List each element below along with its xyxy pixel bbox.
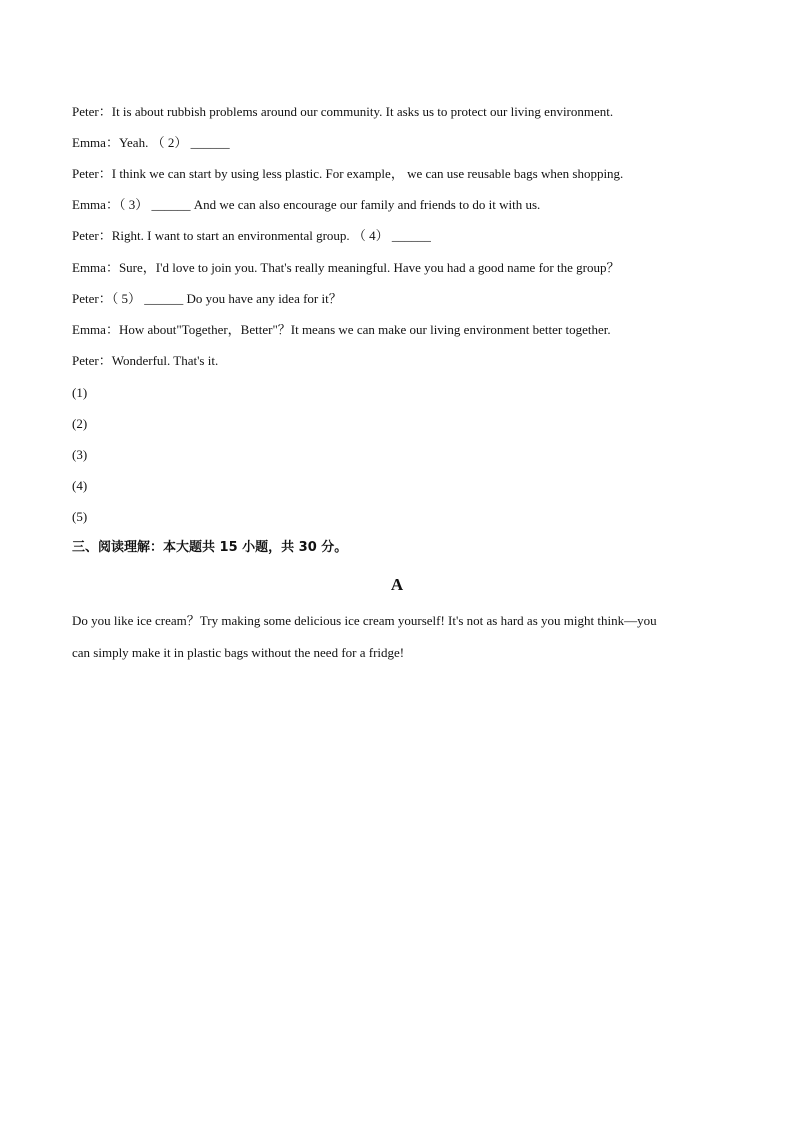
dialogue-line xyxy=(72,166,623,182)
speaker-separator: ： xyxy=(98,353,112,368)
dialogue-text: I think we can start by using less plastic. For example， we can use reusable bags when shopping. xyxy=(111,166,624,181)
dialogue-text-after: Do you have any idea for it？ xyxy=(183,291,342,306)
dialogue-line xyxy=(72,353,218,369)
speaker-separator: ： xyxy=(98,166,112,181)
speaker-separator: ： xyxy=(105,135,119,150)
speaker-name: Emma xyxy=(72,260,106,275)
passage-title: A xyxy=(390,575,404,594)
passage-line: can simply make it in plastic bags without the need for a fridge! xyxy=(72,645,405,660)
answer-number: (4) xyxy=(72,478,88,493)
dialogue-text: It is about rubbish problems around our community. It asks us to protect our living environment. xyxy=(111,104,614,119)
dialogue-text: Yeah. （ 2） xyxy=(118,135,191,150)
dialogue-text-after: And we can also encourage our family and friends to do it with us. xyxy=(190,197,541,212)
section-heading: 三、阅读理解：本大题共 15 小题，共 30 分。 xyxy=(72,540,348,555)
speaker-name: Peter xyxy=(72,353,99,368)
dialogue-text: （ 3） xyxy=(118,197,152,212)
dialogue-text: Right. I want to start an environmental group. （ 4） xyxy=(111,228,392,243)
dialogue-text: How about"Together，Better"？It means we can make our living environment better together. xyxy=(118,322,611,337)
dialogue-line xyxy=(72,104,613,120)
speaker-name: Emma xyxy=(72,135,106,150)
dialogue-line xyxy=(72,135,230,151)
answer-blank: ______ xyxy=(391,228,431,243)
speaker-separator: ： xyxy=(98,291,112,306)
answer-blank: ______ xyxy=(151,197,191,212)
dialogue-text: （ 5） xyxy=(111,291,145,306)
speaker-name: Emma xyxy=(72,322,106,337)
speaker-name: Peter xyxy=(72,166,99,181)
speaker-separator: ： xyxy=(98,104,112,119)
speaker-name: Emma xyxy=(72,197,106,212)
speaker-name: Peter xyxy=(72,291,99,306)
speaker-name: Peter xyxy=(72,228,99,243)
speaker-name: Peter xyxy=(72,104,99,119)
answer-number: (1) xyxy=(72,385,88,400)
answer-number: (3) xyxy=(72,447,88,462)
dialogue-text: Sure，I'd love to join you. That's really meaningful. Have you had a good name for the group？ xyxy=(118,260,620,275)
dialogue-line xyxy=(72,228,431,244)
dialogue-line xyxy=(72,322,611,338)
answer-blank: ______ xyxy=(190,135,230,150)
dialogue-line xyxy=(72,260,619,276)
answer-number: (2) xyxy=(72,416,88,431)
passage-line: Do you like ice cream？Try making some delicious ice cream yourself! It's not as hard as you might think—you xyxy=(72,613,657,628)
speaker-separator: ： xyxy=(105,322,119,337)
answer-number: (5) xyxy=(72,509,88,524)
answer-blank: ______ xyxy=(144,291,184,306)
dialogue-text: Wonderful. That's it. xyxy=(111,353,219,368)
speaker-separator: ： xyxy=(105,260,119,275)
dialogue-line xyxy=(72,197,540,213)
speaker-separator: ： xyxy=(105,197,119,212)
speaker-separator: ： xyxy=(98,228,112,243)
dialogue-line xyxy=(72,291,342,307)
